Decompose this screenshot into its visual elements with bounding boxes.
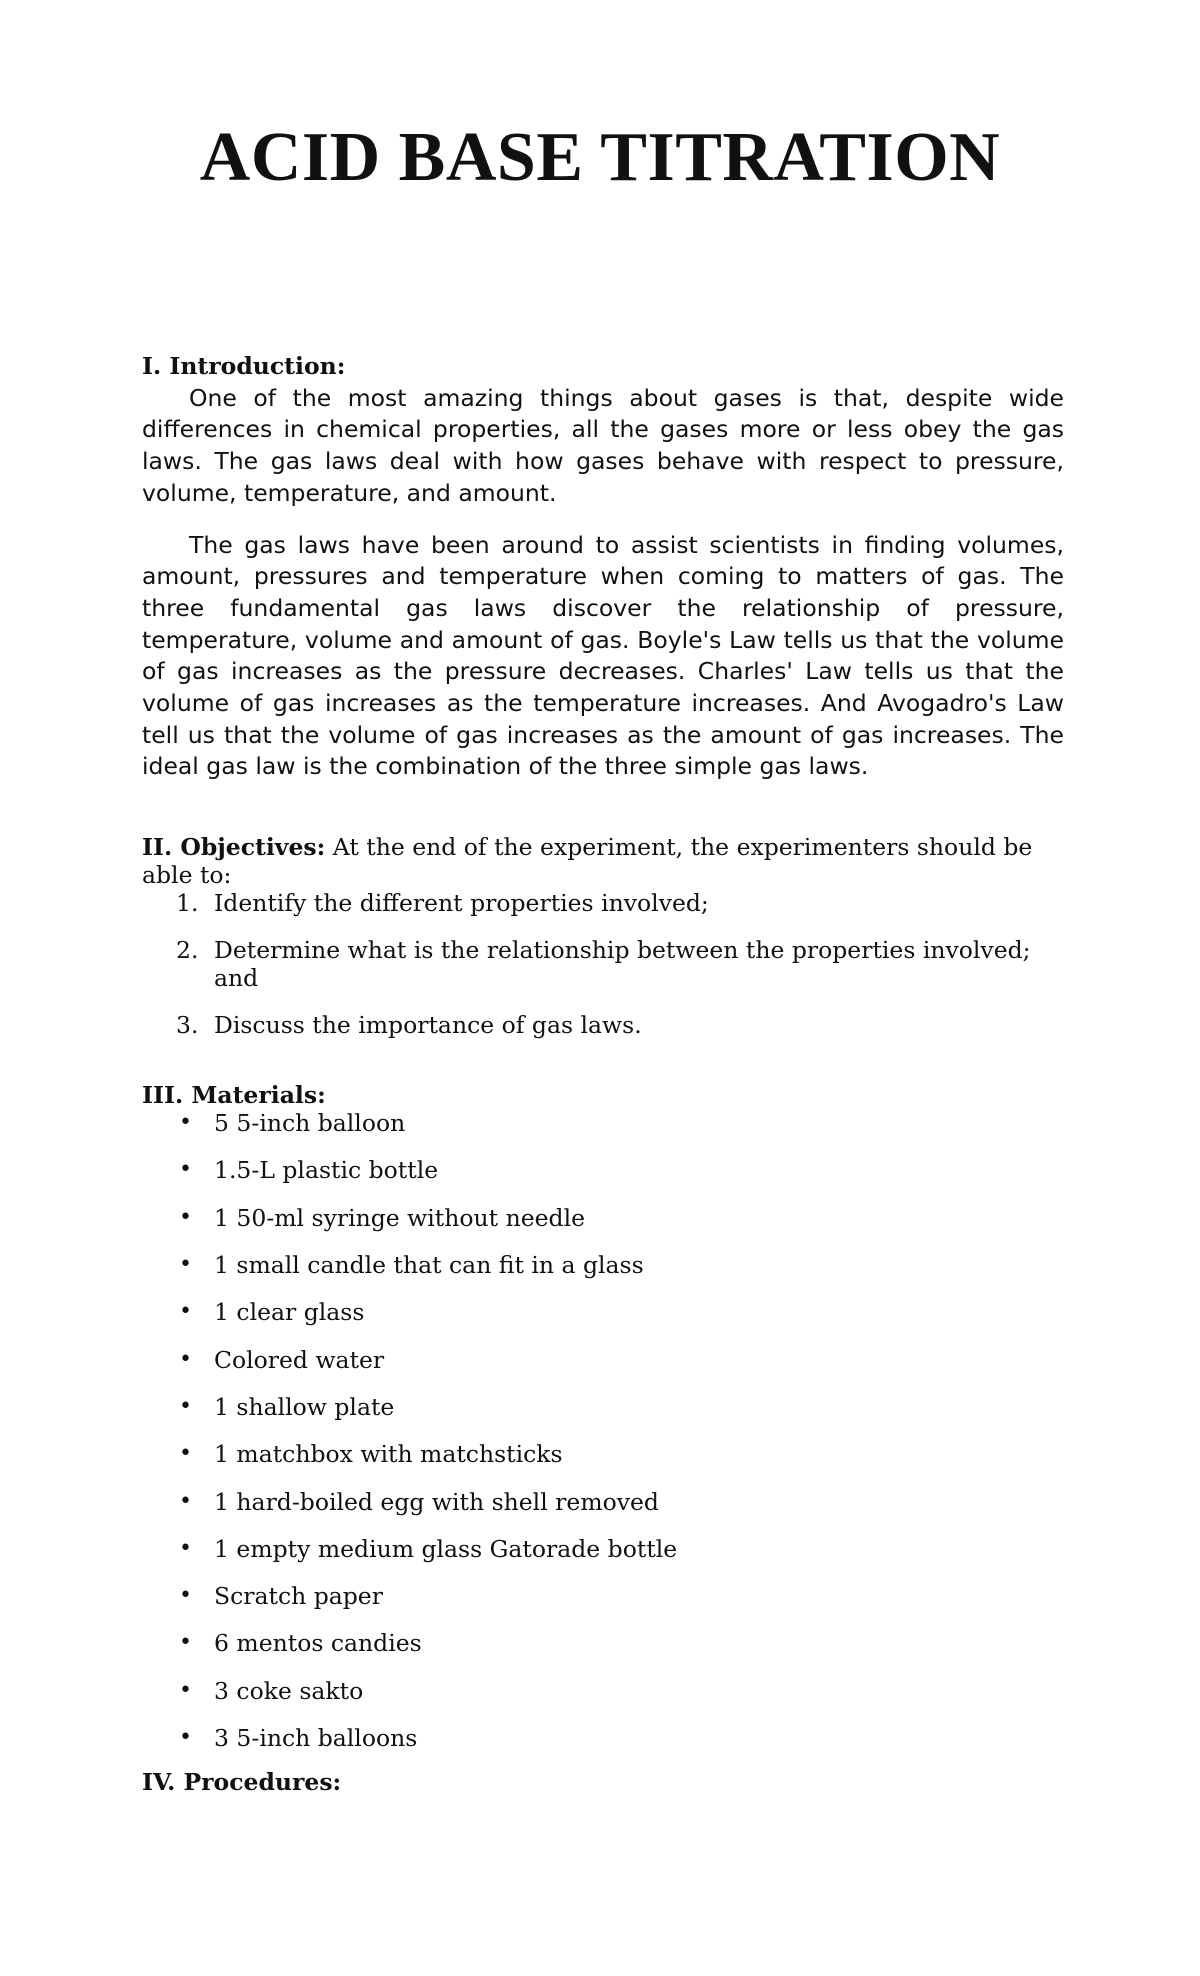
material-item [142,1109,1064,1137]
introduction-paragraph-2: The gas laws have been around to assist scientists in finding volumes, amount, pressures and temperature when coming to matters of gas. The three fundamental gas laws discover the relationship of pressure, temperature, volume and amount of gas. Boyle's Law tells us that the volume of gas increases as the pressure decreases. Charles' Law tells us that the volume of gas increases as the temperature increases. And Avogadro's Law tell us that the volume of gas increases as the amount of gas increases. The ideal gas law is the combination of the three simple gas laws. [142,530,1064,781]
material-item [142,1724,1064,1752]
bullet-icon: • [179,1441,192,1467]
material-item [142,1393,1064,1421]
introduction-heading: I. Introduction: [142,352,346,380]
material-item [142,1156,1064,1184]
document-title: ACID BASE TITRATION [199,119,1001,196]
bullet-icon: • [179,1535,192,1561]
material-text: 1 matchbox with matchsticks [214,1440,563,1469]
material-item [142,1298,1064,1326]
bullet-icon: • [179,1630,192,1656]
objective-number: 3. [176,1011,199,1040]
bullet-icon: • [179,1346,192,1372]
bullet-icon: • [179,1299,192,1325]
material-text: 1 empty medium glass Gatorade bottle [214,1534,678,1563]
bullet-icon: • [179,1252,192,1278]
material-item [142,1204,1064,1232]
objectives-list [142,889,1064,1039]
material-item [142,1346,1064,1374]
material-text: 1 hard-boiled egg with shell removed [214,1487,659,1516]
material-item [142,1629,1064,1657]
objectives-heading: II. Objectives: [142,833,326,862]
objective-number: 2. [176,936,199,965]
material-text: 5 5-inch balloon [214,1109,406,1138]
bullet-icon: • [179,1110,192,1136]
objective-number: 1. [176,889,199,918]
material-text: 1 small candle that can fit in a glass [214,1251,644,1280]
material-text: 1 50-ml syringe without needle [214,1203,585,1232]
material-item [142,1582,1064,1610]
material-text: Scratch paper [214,1582,383,1611]
objective-text: Identify the different properties involved; [214,889,709,918]
material-text: 1 shallow plate [214,1392,395,1421]
material-item [142,1535,1064,1563]
materials-section [142,1081,1064,1752]
introduction-section [142,351,1064,783]
objective-text: Discuss the importance of gas laws. [214,1011,642,1040]
materials-list [142,1109,1064,1752]
objectives-intro-line [142,833,1064,889]
objectives-section [142,833,1064,1039]
material-text: 1.5-L plastic bottle [214,1156,439,1185]
objective-item [142,889,1064,917]
materials-heading: III. Materials: [142,1081,326,1110]
material-item [142,1440,1064,1468]
material-text: 6 mentos candies [214,1629,422,1658]
bullet-icon: • [179,1488,192,1514]
material-item [142,1251,1064,1279]
bullet-icon: • [179,1157,192,1183]
bullet-icon: • [179,1393,192,1419]
objective-text: Determine what is the relationship between the properties involved; and [214,936,1031,993]
material-text: 1 clear glass [214,1298,365,1327]
document-body [142,351,1064,1796]
material-item [142,1677,1064,1705]
bullet-icon: • [179,1583,192,1609]
material-item [142,1488,1064,1516]
bullet-icon: • [179,1677,192,1703]
objectives-intro: At the end of the experiment, the experimenters should be able to: [142,833,1033,890]
material-text: 3 5-inch balloons [214,1724,418,1752]
material-text: Colored water [214,1345,385,1374]
bullet-icon: • [179,1204,192,1230]
material-text: 3 coke sakto [214,1676,364,1705]
objective-item [142,936,1064,992]
bullet-icon: • [179,1725,192,1750]
introduction-paragraph-1: One of the most amazing things about gases is that, despite wide differences in chemical properties, all the gases more or less obey the gas laws. The gas laws deal with how gases behave with respect to pressure, volume, temperature, and amount. [142,383,1064,507]
procedures-heading: IV. Procedures: [142,1768,342,1797]
objective-item [142,1011,1064,1039]
